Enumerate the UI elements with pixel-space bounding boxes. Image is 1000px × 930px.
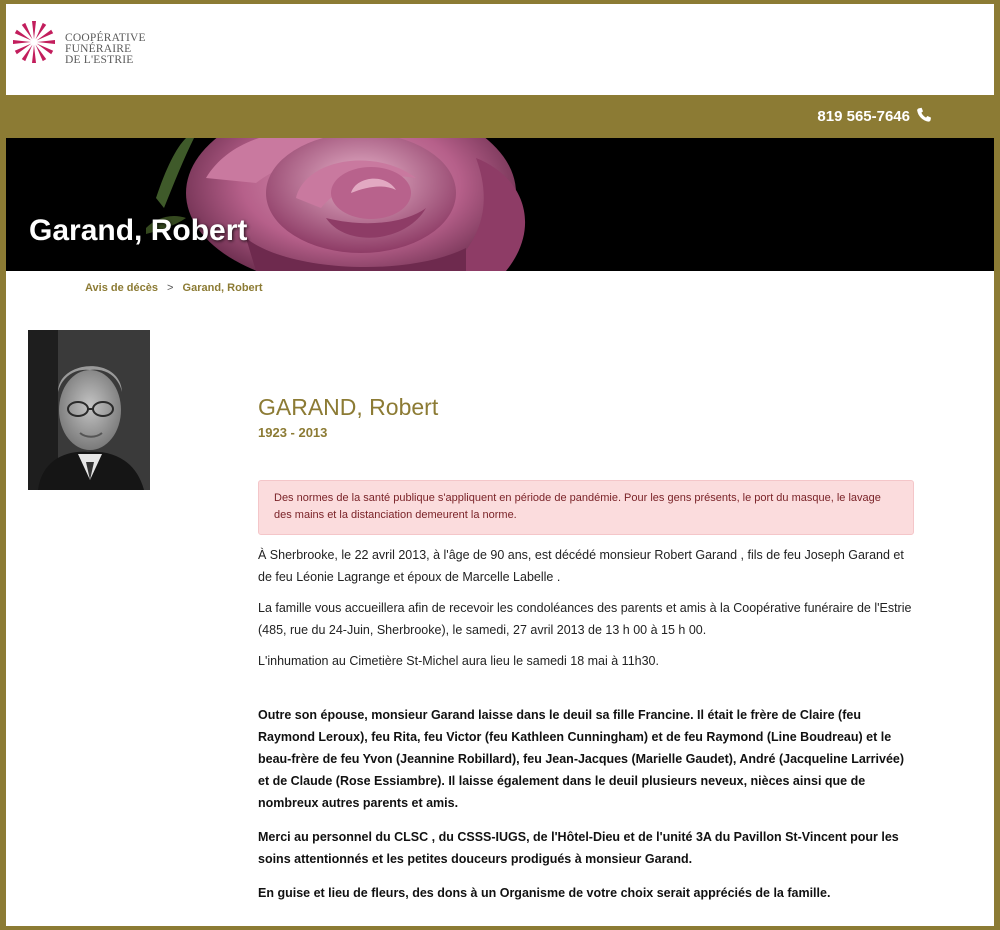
page-frame [6, 4, 994, 926]
obituary-content [258, 394, 914, 904]
obituary-donations-paragraph: En guise et lieu de fleurs, des dons à un Organisme de votre choix serait appréciés de la famille. [258, 886, 831, 900]
deceased-years: 1923 - 2013 [258, 425, 328, 440]
phone-link[interactable]: 819 565-7646 [817, 108, 910, 125]
obituary-thanks-paragraph: Merci au personnel du CLSC , du CSSS-IUGS, de l'Hôtel-Dieu et de l'unité 3A du Pavillon St-Vincent pour les soins attentionnés et les petites douceurs prodigués à monsieur Garand. [258, 830, 899, 866]
hero-banner [6, 138, 994, 271]
logo-line-1: COOPÉRATIVE [65, 32, 146, 44]
logo-bar [6, 4, 994, 95]
rose-image [146, 138, 566, 271]
breadcrumb [85, 282, 263, 294]
cooperative-logo-icon[interactable] [11, 19, 57, 65]
logo-text[interactable] [65, 33, 146, 66]
breadcrumb-separator: > [167, 282, 174, 294]
portrait-photo [28, 330, 150, 490]
deceased-name: GARAND, Robert [258, 394, 439, 420]
hero-title: Garand, Robert [29, 214, 248, 247]
obituary-family-paragraph: Outre son épouse, monsieur Garand laisse dans le deuil sa fille Francine. Il était le frère de Claire (feu Raymond Leroux), feu Rita, feu Victor (feu Kathleen Cunningham) et de feu Raymond (Line Boudreau) et le beau-frère de feu Yvon (Jeannine Robillard), feu Jean-Jacques (Marielle Gaudet), André (Jacqueline Larrivée) et de Claude (Rose Essiambre). Il laisse également dans le deuil plusieurs neveux, nièces ainsi que de nombreux autres parents et amis. [258, 708, 905, 810]
breadcrumb-current[interactable]: Garand, Robert [182, 282, 263, 294]
logo-line-2: FUNÉRAIRE [65, 43, 132, 55]
obituary-paragraph: La famille vous accueillera afin de recevoir les condoléances des parents et amis à la Coopérative funéraire de l'Estrie (485, rue du 24-Juin, Sherbrooke), le samedi, 27 avril 2013 de 13 h 00 à 15 h 00. [258, 601, 912, 637]
obituary-paragraph: À Sherbrooke, le 22 avril 2013, à l'âge de 90 ans, est décédé monsieur Robert Garand , fils de feu Joseph Garand et de feu Léonie Lagrange et époux de Marcelle Labelle . [258, 548, 904, 584]
breadcrumb-link-avis-de-deces[interactable]: Avis de décès [85, 282, 158, 294]
phone-icon[interactable] [916, 107, 932, 123]
obituary-paragraph: L'inhumation au Cimetière St-Michel aura lieu le samedi 18 mai à 11h30. [258, 654, 659, 668]
pandemic-notice: Des normes de la santé publique s'appliquent en période de pandémie. Pour les gens présents, le port du masque, le lavage des mains et la distanciation demeurent la norme. [258, 480, 914, 535]
logo-line-3: DE L'ESTRIE [65, 54, 134, 66]
phone-bar [6, 95, 994, 138]
